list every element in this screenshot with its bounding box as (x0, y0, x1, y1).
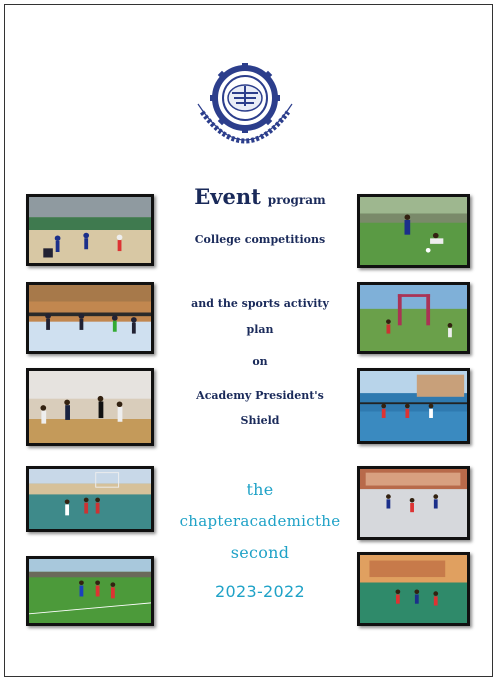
photo-grass-football (26, 556, 154, 626)
event-title-small: program (267, 193, 326, 207)
photo-playground-kids (357, 282, 470, 354)
photo-indoor-basketball (26, 368, 154, 446)
title-line-6: Shield (240, 414, 280, 427)
event-title-big: Event (194, 184, 261, 209)
chapter-line-3: second (230, 543, 290, 562)
chapter-line-2: chapteracademicthe (179, 512, 341, 530)
photo-indoor-gym-basketball (26, 194, 154, 266)
photo-outdoor-court-group (357, 552, 470, 626)
title-line-3: plan (246, 323, 274, 336)
title-line-5: Academy President's (196, 389, 324, 402)
event-title (160, 184, 360, 209)
chapter-years: 2023-2022 (215, 582, 305, 601)
title-line-2: and the sports activity (191, 297, 329, 310)
title-line-1: College competitions (194, 233, 326, 246)
title-line-4: on (252, 355, 268, 368)
photo-indoor-volleyball (26, 282, 154, 354)
academy-logo (190, 52, 300, 164)
photo-grass-football-tackle (357, 194, 470, 268)
chapter-line-1: the (246, 480, 274, 499)
photo-outdoor-court-football (26, 466, 154, 532)
photo-outdoor-volleyball (357, 368, 470, 444)
photo-courtyard-football (357, 466, 470, 540)
